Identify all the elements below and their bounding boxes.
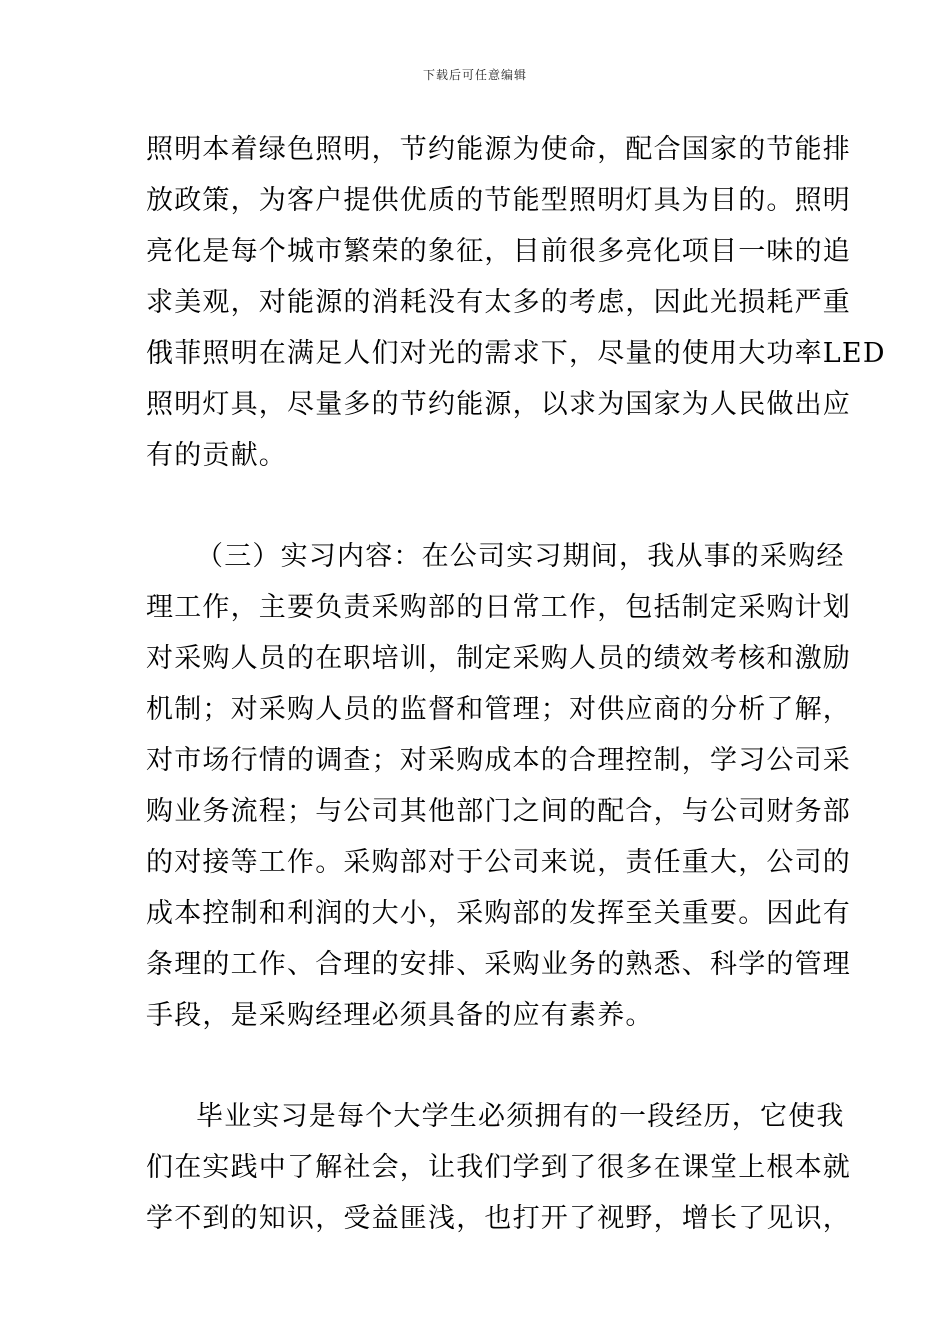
text-line: 条理的工作、合理的安排、采购业务的熟悉、科学的管理 bbox=[146, 949, 851, 980]
text-line: 学不到的知识，受益匪浅，也打开了视野，增长了见识， bbox=[146, 1203, 851, 1234]
text-line: 放政策，为客户提供优质的节能型照明灯具为目的。照明 bbox=[146, 185, 851, 216]
text-line: 俄菲照明在满足人们对光的需求下，尽量的使用大功率LED bbox=[146, 338, 886, 369]
text-line: 们在实践中了解社会，让我们学到了很多在课堂上根本就 bbox=[146, 1152, 851, 1183]
text-line: 对采购人员的在职培训，制定采购人员的绩效考核和激励 bbox=[146, 643, 851, 674]
paragraph-first-line: （三）实习内容：在公司实习期间，我从事的采购经 bbox=[196, 541, 845, 572]
paragraph-first-line: 毕业实习是每个大学生必须拥有的一段经历，它使我 bbox=[196, 1101, 845, 1132]
header-note: 下载后可任意编辑 bbox=[422, 68, 527, 82]
text-line: 亮化是每个城市繁荣的象征，目前很多亮化项目一味的追 bbox=[146, 236, 851, 267]
text-line: 的对接等工作。采购部对于公司来说，责任重大，公司的 bbox=[146, 847, 851, 878]
text-line: 照明本着绿色照明，节约能源为使命，配合国家的节能排 bbox=[146, 134, 851, 165]
text-line: 对市场行情的调查；对采购成本的合理控制，学习公司采 bbox=[146, 745, 851, 776]
text-line: 机制；对采购人员的监督和管理；对供应商的分析了解， bbox=[146, 694, 851, 725]
text-line: 求美观，对能源的消耗没有太多的考虑，因此光损耗严重 bbox=[146, 287, 851, 318]
text-line: 照明灯具，尽量多的节约能源，以求为国家为人民做出应 bbox=[146, 389, 851, 420]
text-line: 成本控制和利润的大小，采购部的发挥至关重要。因此有 bbox=[146, 898, 851, 929]
text-line: 购业务流程；与公司其他部门之间的配合，与公司财务部 bbox=[146, 796, 851, 827]
text-line: 有的贡献。 bbox=[146, 440, 287, 471]
text-line: 手段，是采购经理必须具备的应有素养。 bbox=[146, 1000, 654, 1031]
text-line: 理工作，主要负责采购部的日常工作，包括制定采购计划 bbox=[146, 592, 851, 623]
